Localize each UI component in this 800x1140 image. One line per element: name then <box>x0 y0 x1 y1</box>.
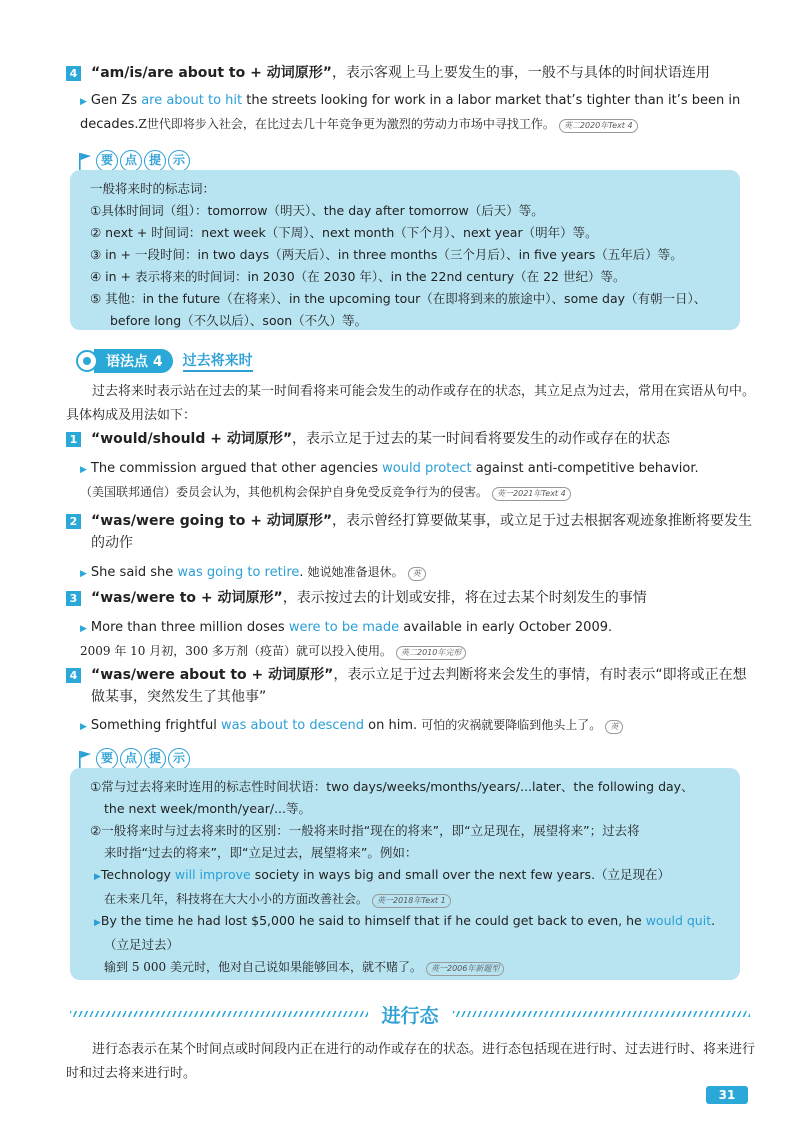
tip-line: ④ in + 表示将来的时间词：in 2030（在 2030 年）、in the 22nd century（在 22 世纪）等。 <box>90 269 626 284</box>
example-text: on him. <box>364 718 422 733</box>
example-text: available in early October 2009. <box>399 620 613 635</box>
example-text: . <box>299 565 308 580</box>
bullet-triangle-icon: ▶ <box>80 465 87 475</box>
example-translation: 输到 5 000 美元时，他对自己说如果能够回本，就不赌了。 <box>104 960 422 974</box>
rule-number: 2 <box>66 514 81 529</box>
tip-char: 点 <box>120 150 142 172</box>
example-highlight: are about to hit <box>141 93 243 108</box>
example-highlight: were to be made <box>288 620 400 635</box>
tip-header <box>78 748 192 770</box>
rule-desc: ，表示客观上马上要发生的事，一般不与具体的时间状语连用 <box>331 65 710 81</box>
example-highlight: would quit <box>645 913 712 928</box>
tip-header <box>78 150 192 172</box>
decorative-hatch <box>453 1011 751 1017</box>
example-translation: Z世代即将步入社会，在比过去几十年竞争更为激烈的劳动力市场中寻找工作。 <box>138 117 555 131</box>
example-highlight: will improve <box>174 867 251 882</box>
bullet-triangle-icon: ▶ <box>94 918 101 928</box>
example-text: against anti-competitive behavior. <box>471 461 699 476</box>
page-number: 31 <box>706 1086 748 1104</box>
section-paragraph: 进行态表示在某个时间点或时间段内正在进行的动作或存在的状态。进行态包括现在进行时、过去进行时、将来进行时和过去将来进行时。 <box>66 1042 756 1081</box>
example-text: She said she <box>90 565 178 580</box>
intro-paragraph: 过去将来时表示站在过去的某一时间看将来可能会发生的动作或存在的状态，其立足点为过去，常用在宾语从句中。具体构成及用法如下： <box>66 384 756 423</box>
example-text: Gen Zs <box>90 93 142 108</box>
tip-char: 点 <box>120 748 142 770</box>
rule-title: “was/were about to + 动词原形” <box>91 667 334 683</box>
example-text: Technology <box>100 867 175 882</box>
flag-icon <box>78 152 92 170</box>
example-highlight: would protect <box>382 461 472 476</box>
rule-desc: ，表示按过去的计划或安排，将在过去某个时刻发生的事情 <box>282 590 647 606</box>
tip-box-future-markers <box>70 170 740 330</box>
example-text: The commission argued that other agencies <box>90 461 383 476</box>
tip-line: ⑤ 其他：in the future（在将来）、in the upcoming tour（在即将到来的旅途中）、some day（有朝一日）、 <box>90 291 707 306</box>
tip-line: ①常与过去将来时连用的标志性时间状语：two days/weeks/months/years/...later、the following day、 <box>90 779 694 794</box>
tip-char: 提 <box>144 748 166 770</box>
example-translation: 在未来几年，科技将在大大小小的方面改善社会。 <box>104 892 369 906</box>
example-text: By the time he had lost $5,000 he said to himself that if he could get back to even, he <box>100 913 646 928</box>
rule-title: “was/were going to + 动词原形” <box>91 513 333 529</box>
rule-title: “was/were to + 动词原形” <box>91 590 283 606</box>
tip-example-translation <box>90 888 726 910</box>
example-text: Something frightful <box>90 718 222 733</box>
rule-title: “am/is/are about to + 动词原形” <box>91 65 332 81</box>
tip-example <box>90 864 726 888</box>
example-translation: 她说她准备退休。 <box>307 565 404 579</box>
tip-line: before long（不久以后）、soon（不久）等。 <box>110 313 368 328</box>
tip-char: 示 <box>168 748 190 770</box>
bullet-triangle-icon: ▶ <box>80 624 87 634</box>
example-sentence <box>80 617 750 663</box>
example-text: the streets looking for work in a labor market that’s tighter than it’s been in decades. <box>80 93 741 132</box>
rule-would-should <box>66 428 756 450</box>
tip-char: 要 <box>96 748 118 770</box>
tip-line: ③ in + 一段时间：in two days（两天后）、in three months（三个月后）、in five years（五年后）等。 <box>90 247 683 262</box>
tip-line: 来时指“过去的将来”，即“立足过去，展望将来”。例如： <box>104 845 418 860</box>
example-highlight: was about to descend <box>221 718 365 733</box>
example-text: More than three million doses <box>90 620 289 635</box>
rule-text <box>91 587 647 609</box>
grammar-point-icon <box>76 350 98 372</box>
tip-line: ①具体时间词（组）：tomorrow（明天）、the day after tomorrow（后天）等。 <box>90 203 544 218</box>
tip-note: （立足过去） <box>104 937 180 952</box>
section-header <box>70 1001 750 1027</box>
grammar-point-header <box>76 349 253 373</box>
source-tag: 英 <box>605 720 623 734</box>
grammar-point-name: 过去将来时 <box>183 350 253 372</box>
example-translation: 可怕的灾祸就要降临到他头上了。 <box>421 718 602 732</box>
rule-am-is-are-about-to <box>66 62 756 84</box>
bullet-triangle-icon: ▶ <box>80 97 87 107</box>
decorative-hatch <box>70 1011 368 1017</box>
source-tag: 英 <box>408 567 426 581</box>
rule-desc: ，表示曾经打算要做某事，或立足于过去根据客观迹象推断将要发生的动作 <box>91 513 753 551</box>
source-tag: 英二2010年完形 <box>396 646 466 660</box>
example-translation: （美国联邦通信）委员会认为，其他机构会保护自身免受反竞争行为的侵害。 <box>80 485 489 499</box>
tip-example <box>90 910 726 934</box>
rule-desc: ，表示立足于过去的某一时间看将要发生的动作或存在的状态 <box>292 431 671 447</box>
example-text: . <box>711 913 716 928</box>
rule-number: 4 <box>66 668 81 683</box>
rule-was-were-going-to <box>66 510 756 554</box>
example-sentence <box>80 458 750 504</box>
tip-line: ②一般将来时与过去将来时的区别：一般将来时指“现在的将来”，即“立足现在，展望将来”；过去将 <box>90 823 640 838</box>
rule-number: 3 <box>66 591 81 606</box>
rule-number: 1 <box>66 432 81 447</box>
tip-line: the next week/month/year/...等。 <box>104 801 312 816</box>
rule-was-were-to <box>66 587 756 609</box>
bullet-triangle-icon: ▶ <box>80 722 87 732</box>
tip-example-translation <box>90 956 726 978</box>
tip-char: 要 <box>96 150 118 172</box>
rule-text <box>91 664 756 708</box>
grammar-point-label: 语法点 4 <box>94 349 173 373</box>
tip-char: 提 <box>144 150 166 172</box>
example-sentence <box>80 714 750 738</box>
source-tag: 英一2021年Text 4 <box>492 487 571 501</box>
example-sentence <box>80 90 750 136</box>
tip-box-past-future <box>70 768 740 980</box>
tip-line: ② next + 时间词：next week（下周）、next month（下个月）、next year（明年）等。 <box>90 225 598 240</box>
source-tag: 英一2006年新题型 <box>426 962 504 976</box>
example-text: society in ways big and small over the next few years.（立足现在） <box>250 867 671 882</box>
rule-was-were-about-to <box>66 664 756 708</box>
example-sentence <box>80 561 750 585</box>
source-tag: 英二2020年Text 4 <box>559 119 638 133</box>
tip-heading: 一般将来时的标志词： <box>90 181 216 196</box>
flag-icon <box>78 750 92 768</box>
source-tag: 英一2018年Text 1 <box>372 894 451 908</box>
tip-char: 示 <box>168 150 190 172</box>
rule-text <box>91 428 670 450</box>
rule-desc: ，表示立足于过去判断将来会发生的事情，有时表示“即将或正在想做某事，突然发生了其他事” <box>91 667 747 705</box>
rule-text <box>91 62 710 84</box>
rule-number: 4 <box>66 66 81 81</box>
example-translation: 2009 年 10 月初，300 多万剂（疫苗）就可以投入使用。 <box>80 644 392 658</box>
example-highlight: was going to retire <box>177 565 300 580</box>
bullet-triangle-icon: ▶ <box>94 872 101 882</box>
section-title: 进行态 <box>381 1004 439 1027</box>
rule-title: “would/should + 动词原形” <box>91 431 293 447</box>
bullet-triangle-icon: ▶ <box>80 569 87 579</box>
rule-text <box>91 510 756 554</box>
